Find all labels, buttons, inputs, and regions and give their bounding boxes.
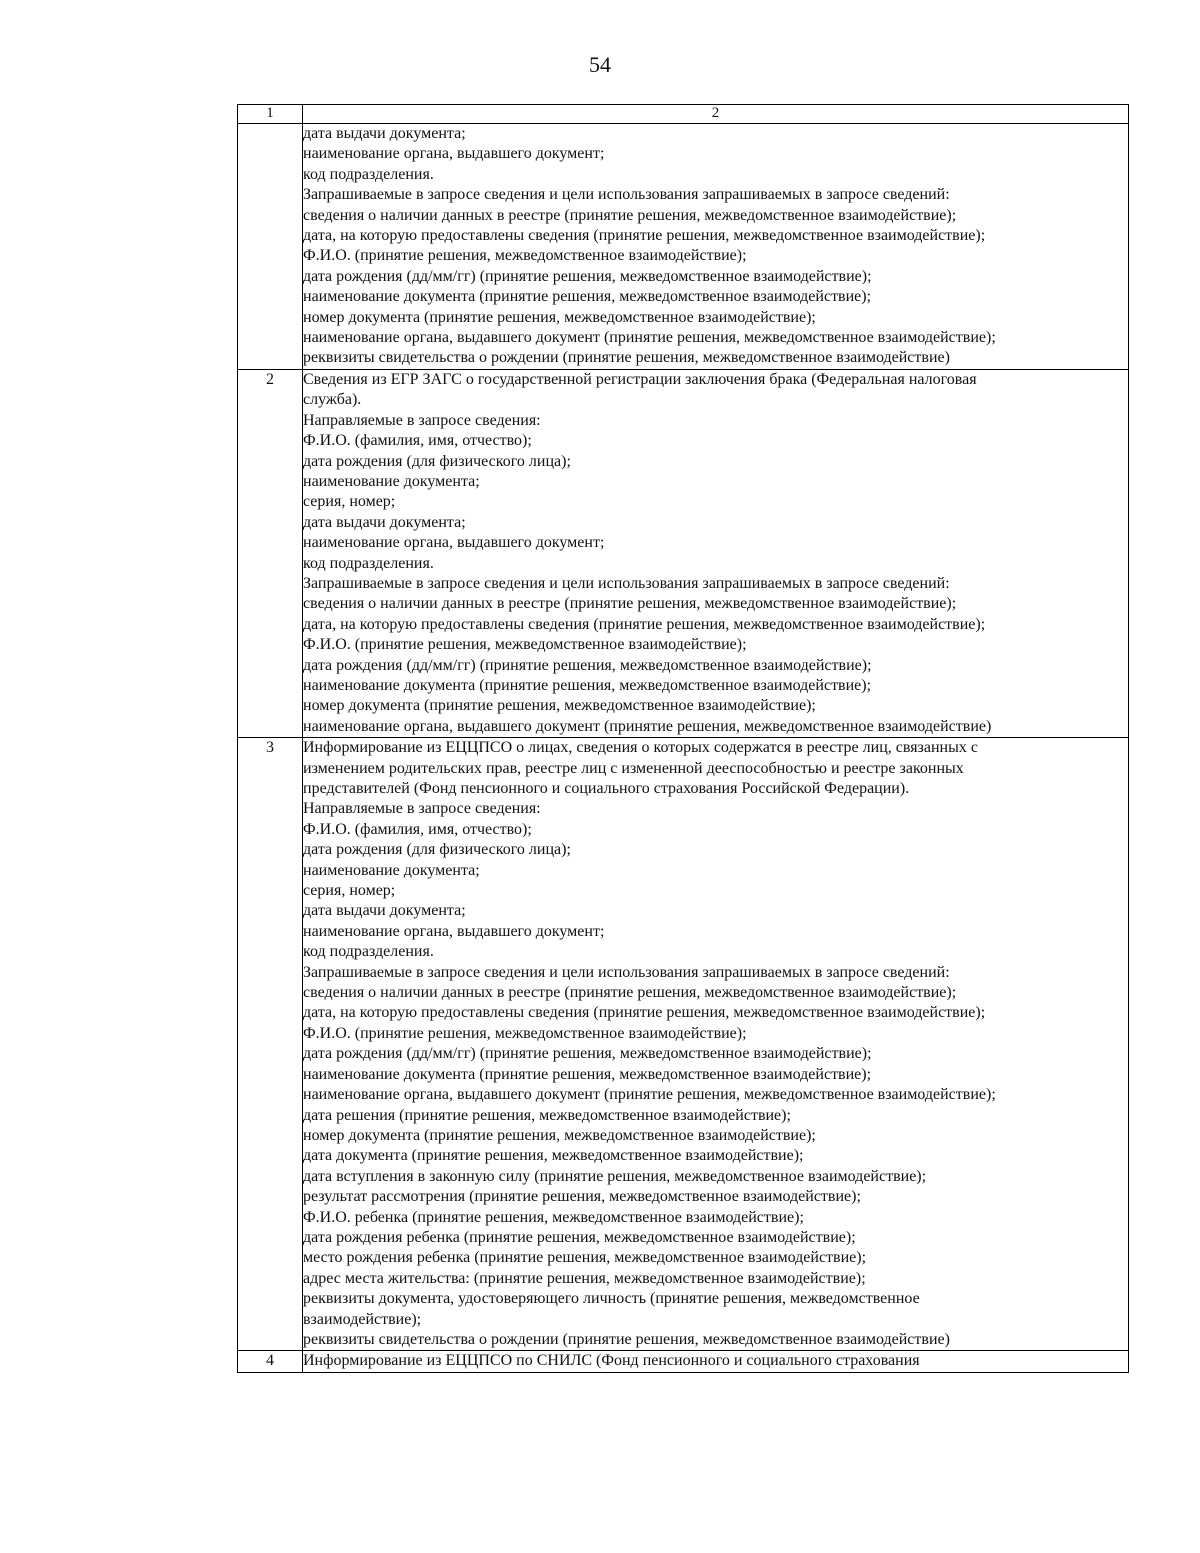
text-line: код подразделения. <box>303 943 434 961</box>
text-line: наименование органа, выдавшего документ; <box>303 534 605 552</box>
table-header-row <box>238 105 1129 124</box>
text-line: Запрашиваемые в запросе сведения и цели использования запрашиваемых в запросе сведений: <box>303 963 950 981</box>
row-number-cell: 3 <box>238 738 303 1351</box>
text-line: дата вступления в законную силу (принятие решения, межведомственное взаимодействие); <box>303 1167 927 1185</box>
text-line: реквизиты свидетельства о рождении (принятие решения, межведомственное взаимодействие) <box>303 349 950 367</box>
text-line: наименование документа; <box>303 861 480 879</box>
text-line: дата рождения ребенка (принятие решения, межведомственное взаимодействие); <box>303 1228 856 1246</box>
text-line: дата рождения (дд/мм/гг) (принятие решения, межведомственное взаимодействие); <box>303 656 872 674</box>
table-row <box>238 738 1129 1351</box>
row-text-cell <box>303 369 1129 737</box>
text-line: Сведения из ЕГР ЗАГС о государственной регистрации заключения брака (Федеральная налоговая <box>303 370 977 388</box>
text-line: номер документа (принятие решения, межведомственное взаимодействие); <box>303 308 816 326</box>
text-line: код подразделения. <box>303 554 434 572</box>
text-line: дата рождения (дд/мм/гг) (принятие решения, межведомственное взаимодействие); <box>303 1045 872 1063</box>
header-cell-2: 2 <box>303 105 1129 124</box>
row-number-cell: 2 <box>238 369 303 737</box>
table-row <box>238 369 1129 737</box>
text-line: дата выдачи документа; <box>303 513 466 531</box>
text-line: Информирование из ЕЦЦПСО о лицах, сведения о которых содержатся в реестре лиц, связанных с <box>303 739 978 757</box>
text-line: Запрашиваемые в запросе сведения и цели использования запрашиваемых в запросе сведений: <box>303 574 950 592</box>
text-line: наименование документа; <box>303 472 480 490</box>
row-number-cell <box>238 124 303 370</box>
text-line: дата, на которую предоставлены сведения (принятие решения, межведомственное взаимодействие); <box>303 1004 986 1022</box>
text-line: реквизиты документа, удостоверяющего личность (принятие решения, межведомственное <box>303 1290 920 1308</box>
table-row <box>238 1351 1129 1372</box>
text-line: наименование органа, выдавшего документ (принятие решения, межведомственное взаимодействие) <box>303 717 992 735</box>
text-line: Ф.И.О. (фамилия, имя, отчество); <box>303 432 532 450</box>
text-line: номер документа (принятие решения, межведомственное взаимодействие); <box>303 697 816 715</box>
row-text-cell <box>303 738 1129 1351</box>
text-line: номер документа (принятие решения, межведомственное взаимодействие); <box>303 1126 816 1144</box>
text-line: Направляемые в запросе сведения: <box>303 411 541 429</box>
text-line: дата, на которую предоставлены сведения (принятие решения, межведомственное взаимодействие); <box>303 615 986 633</box>
page-number: 54 <box>589 52 611 77</box>
text-line: Ф.И.О. (принятие решения, межведомственное взаимодействие); <box>303 636 747 654</box>
text-line: дата рождения (дд/мм/гг) (принятие решения, межведомственное взаимодействие); <box>303 267 872 285</box>
text-line: дата рождения (для физического лица); <box>303 841 571 859</box>
text-line: Ф.И.О. (принятие решения, межведомственное взаимодействие); <box>303 247 747 265</box>
text-line: наименование документа (принятие решения, межведомственное взаимодействие); <box>303 676 872 694</box>
text-line: сведения о наличии данных в реестре (принятие решения, межведомственное взаимодействие); <box>303 984 957 1002</box>
text-line: представителей (Фонд пенсионного и социального страхования Российской Федерации). <box>303 780 910 797</box>
text-line: Информирование из ЕЦЦПСО по СНИЛС (Фонд пенсионного и социального страхования <box>303 1352 920 1370</box>
text-line: наименование органа, выдавшего документ; <box>303 922 605 940</box>
text-line: адрес места жительства: (принятие решения, межведомственное взаимодействие); <box>303 1269 866 1287</box>
text-line: изменением родительских прав, реестре лиц с измененной дееспособностью и реестре законных <box>303 759 964 777</box>
text-line: место рождения ребенка (принятие решения, межведомственное взаимодействие); <box>303 1249 867 1267</box>
table-body <box>238 105 1129 1373</box>
text-line: сведения о наличии данных в реестре (принятие решения, межведомственное взаимодействие); <box>303 206 957 224</box>
table-row <box>238 124 1129 370</box>
text-line: взаимодействие); <box>303 1310 422 1328</box>
text-line: дата рождения (для физического лица); <box>303 452 571 470</box>
text-line: Ф.И.О. ребенка (принятие решения, межведомственное взаимодействие); <box>303 1208 804 1226</box>
text-line: код подразделения. <box>303 165 434 183</box>
row-number-cell: 4 <box>238 1351 303 1372</box>
text-line: реквизиты свидетельства о рождении (принятие решения, межведомственное взаимодействие) <box>303 1330 950 1348</box>
text-line: Запрашиваемые в запросе сведения и цели использования запрашиваемых в запросе сведений: <box>303 186 950 204</box>
text-line: дата документа (принятие решения, межведомственное взаимодействие); <box>303 1147 804 1165</box>
text-line: дата выдачи документа; <box>303 902 466 920</box>
text-line: наименование документа (принятие решения, межведомственное взаимодействие); <box>303 288 872 306</box>
header-cell-1: 1 <box>238 105 303 124</box>
text-line: наименование органа, выдавшего документ (принятие решения, межведомственное взаимодействие); <box>303 1086 996 1104</box>
text-line: Ф.И.О. (фамилия, имя, отчество); <box>303 820 532 838</box>
text-line: Направляемые в запросе сведения: <box>303 800 541 818</box>
text-line: результат рассмотрения (принятие решения, межведомственное взаимодействие); <box>303 1188 861 1206</box>
row-text-cell <box>303 1351 1129 1372</box>
text-line: наименование органа, выдавшего документ; <box>303 145 605 163</box>
text-line: дата решения (принятие решения, межведомственное взаимодействие); <box>303 1106 791 1124</box>
text-line: служба). <box>303 391 362 409</box>
document-table <box>237 104 1129 1373</box>
text-line: серия, номер; <box>303 493 396 511</box>
text-line: наименование органа, выдавшего документ (принятие решения, межведомственное взаимодействие); <box>303 329 996 347</box>
text-line: наименование документа (принятие решения, межведомственное взаимодействие); <box>303 1065 872 1083</box>
text-line: сведения о наличии данных в реестре (принятие решения, межведомственное взаимодействие); <box>303 595 957 613</box>
text-line: дата, на которую предоставлены сведения (принятие решения, межведомственное взаимодействие); <box>303 227 986 245</box>
text-line: дата выдачи документа; <box>303 125 466 142</box>
row-text-cell <box>303 124 1129 370</box>
text-line: серия, номер; <box>303 882 396 900</box>
text-line: Ф.И.О. (принятие решения, межведомственное взаимодействие); <box>303 1024 747 1042</box>
